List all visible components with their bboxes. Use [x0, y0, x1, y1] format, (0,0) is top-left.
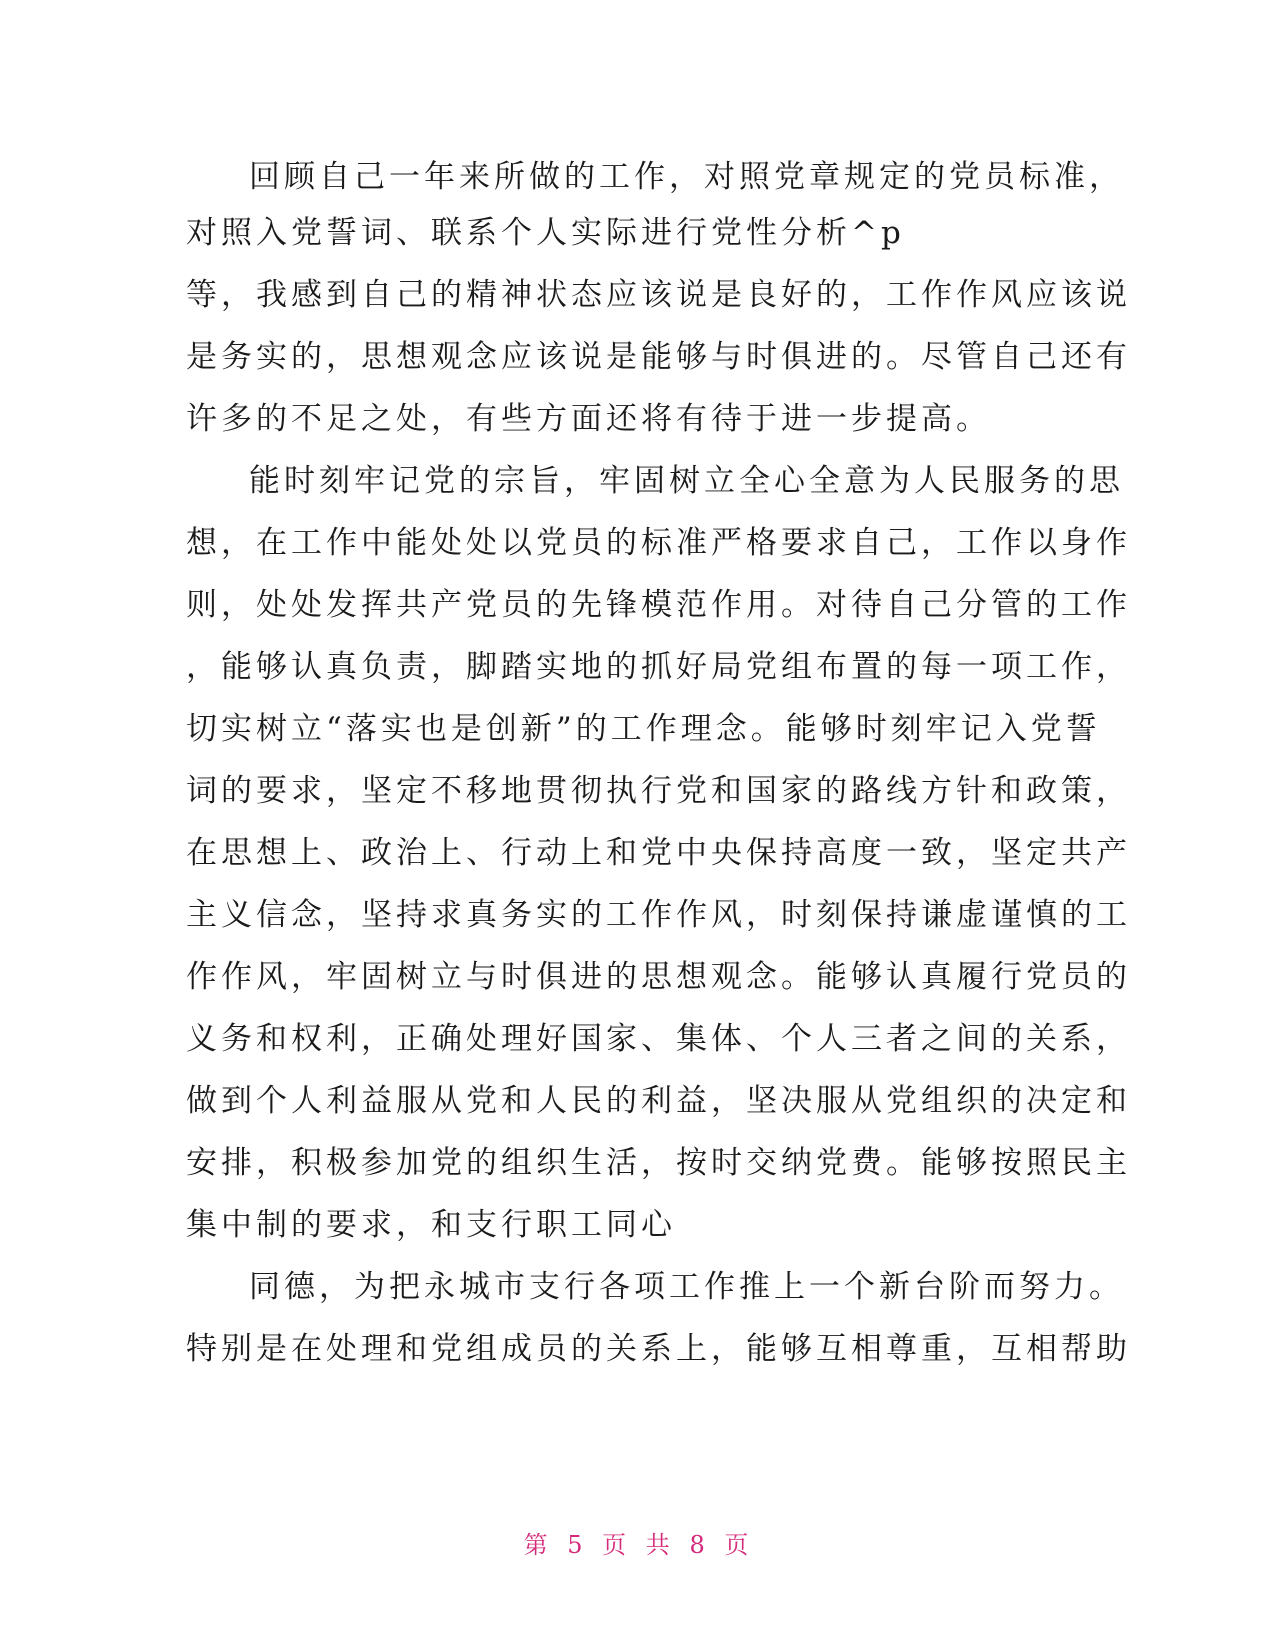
text-line: 切实树立“落实也是创新”的工作理念。能够时刻牢记入党誓	[186, 711, 1101, 747]
text-line: ，能够认真负责，脚踏实地的抓好局党组布置的每一项工作，	[186, 649, 1131, 685]
text-line: 等，我感到自己的精神状态应该说是良好的，工作作风应该说	[186, 277, 1131, 313]
text-line: 安排，积极参加党的组织生活，按时交纳党费。能够按照民主	[186, 1145, 1131, 1181]
text-line: 能时刻牢记党的宗旨，牢固树立全心全意为人民服务的思	[249, 463, 1124, 499]
text-line: 作作风，牢固树立与时俱进的思想观念。能够认真履行党员的	[186, 959, 1131, 995]
text-line: 集中制的要求，和支行职工同心	[186, 1207, 676, 1243]
text-line: 词的要求，坚定不移地贯彻执行党和国家的路线方针和政策，	[186, 773, 1131, 809]
text-line: 许多的不足之处，有些方面还将有待于进一步提高。	[186, 401, 991, 437]
text-line: 回顾自己一年来所做的工作，对照党章规定的党员标准，	[249, 159, 1124, 195]
text-line: 想，在工作中能处处以党员的标准严格要求自己，工作以身作	[186, 525, 1131, 561]
text-line: 主义信念，坚持求真务实的工作作风，时刻保持谦虚谨慎的工	[186, 897, 1131, 933]
text-line: 义务和权利，正确处理好国家、集体、个人三者之间的关系，	[186, 1021, 1131, 1057]
text-line: 特别是在处理和党组成员的关系上，能够互相尊重，互相帮助	[186, 1331, 1131, 1367]
text-line: 在思想上、政治上、行动上和党中央保持高度一致，坚定共产	[186, 835, 1131, 871]
text-line: 同德，为把永城市支行各项工作推上一个新台阶而努力。	[249, 1269, 1124, 1305]
page-number-footer: 第 5 页 共 8 页	[523, 1531, 752, 1559]
text-line: 是务实的，思想观念应该说是能够与时俱进的。尽管自己还有	[186, 339, 1131, 375]
text-line: 对照入党誓词、联系个人实际进行党性分析^p	[186, 215, 905, 251]
text-line: 则，处处发挥共产党员的先锋模范作用。对待自己分管的工作	[186, 587, 1131, 623]
text-line: 做到个人利益服从党和人民的利益，坚决服从党组织的决定和	[186, 1083, 1131, 1119]
